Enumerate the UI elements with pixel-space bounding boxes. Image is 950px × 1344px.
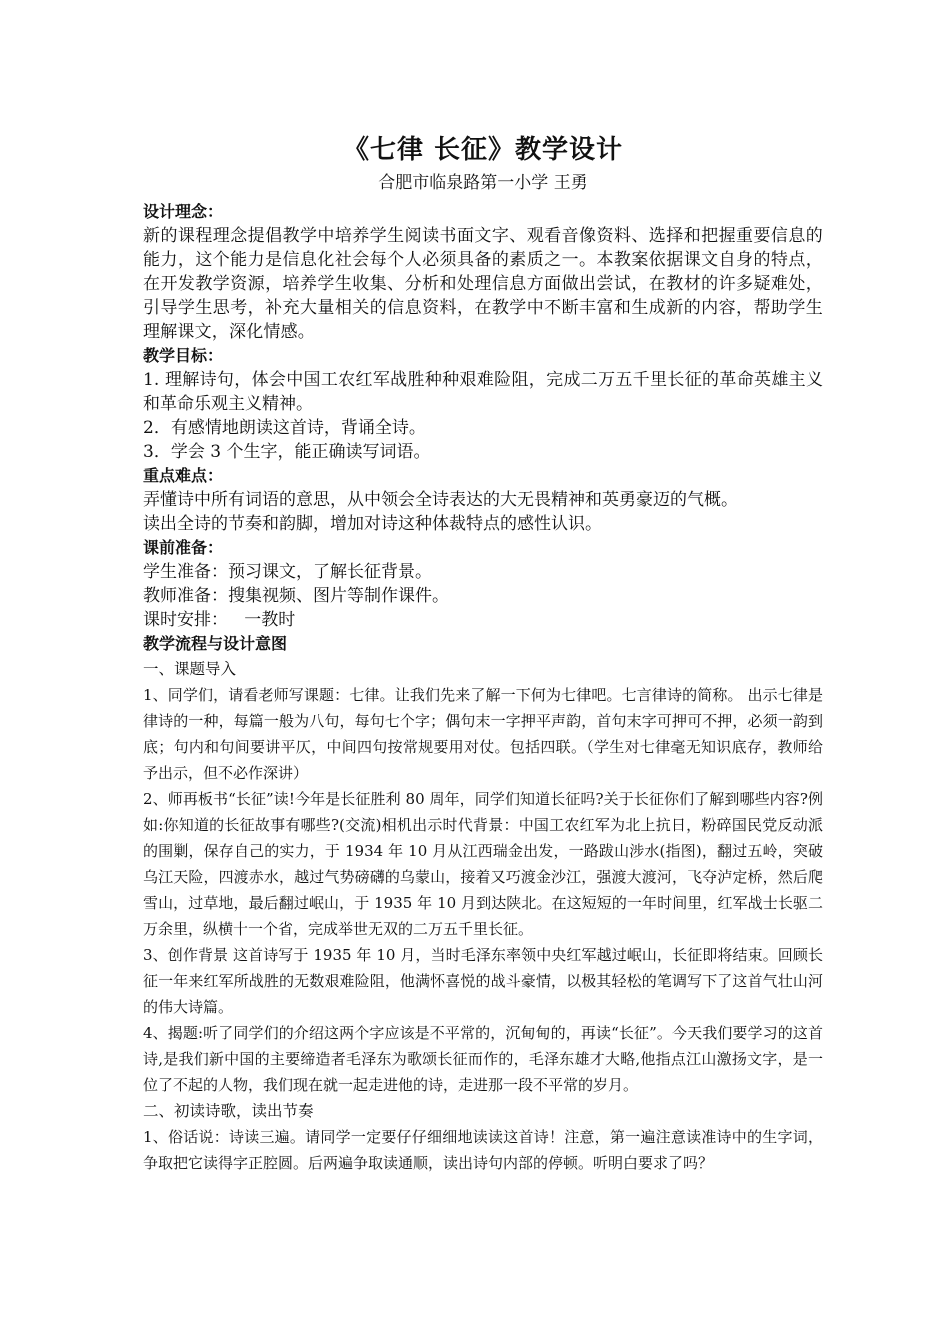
- section-paragraph: 1、同学们，请看老师写课题：七律。让我们先来了解一下何为七律吧。七言律诗的简称。 出示七律是律诗的一种，每篇一般为八句，每句七个字；偶句末一字押平声韵，首句末字可押可不押，必须一韵到底；句内和句间要讲平仄，中间四句按常规要用对仗。包括四联。（学生对七律毫无知识底存，教师给予出示，但不必作深讲）: [143, 686, 823, 782]
- goal-item: 1. 理解诗句，体会中国工农红军战胜种种艰难险阻，完成二万五千里长征的革命英雄主义和革命乐观主义精神。: [143, 370, 823, 414]
- document-title: 《七律 长征》教学设计: [342, 135, 624, 165]
- section-paragraph: 1、俗话说：诗读三遍。请同学一定要仔仔细细地读读这首诗！注意，第一遍注意读准诗中的生字词，争取把它读得字正腔圆。后两遍争取读通顺，读出诗句内部的停顿。听明白要求了吗？: [143, 1128, 823, 1172]
- author-line: 合肥市临泉路第一小学 王勇: [378, 173, 588, 193]
- document-page: [143, 130, 823, 1176]
- preparation-item: 教师准备：搜集视频、图片等制作课件。: [143, 586, 449, 606]
- concept-text: 新的课程理念提倡教学中培养学生阅读书面文字、观看音像资料、选择和把握重要信息的能力，这个能力是信息化社会每个人必须具备的素质之一。本教案依据课文自身的特点，在开发教学资源，培养学生收集、分析和处理信息方面做出尝试，在教材的许多疑难处，引导学生思考，补充大量相关的信息资料，在教学中不断丰富和生成新的内容，帮助学生理解课文，深化情感。: [143, 226, 823, 342]
- preparation-item: 课时安排： 一教时: [143, 610, 296, 630]
- section-title: 二、初读诗歌，读出节奏: [143, 1102, 314, 1120]
- goals-heading: 教学目标：: [143, 346, 224, 365]
- process-heading: 教学流程与设计意图: [143, 634, 288, 653]
- goal-item: 2．有感情地朗读这首诗，背诵全诗。: [143, 418, 426, 438]
- section-paragraph: 4、揭题:听了同学们的介绍这两个字应该是不平常的，沉甸甸的，再读“长征”。今天我们要学习的这首诗,是我们新中国的主要缔造者毛泽东为歌颂长征而作的，毛泽东雄才大略,他指点江山激扬文字，是一位了不起的人物，我们现在就一起走进他的诗，走进那一段不平常的岁月。: [143, 1024, 823, 1094]
- key-point-item: 读出全诗的节奏和韵脚，增加对诗这种体裁特点的感性认识。: [143, 514, 602, 534]
- key-points-heading: 重点难点：: [143, 466, 224, 485]
- key-point-item: 弄懂诗中所有词语的意思，从中领会全诗表达的大无畏精神和英勇豪迈的气概。: [143, 490, 738, 510]
- concept-heading: 设计理念：: [143, 202, 224, 221]
- section-title: 一、课题导入: [143, 660, 237, 678]
- preparation-item: 学生准备：预习课文，了解长征背景。: [143, 562, 432, 582]
- preparation-heading: 课前准备：: [143, 538, 224, 557]
- section-paragraph: 3、创作背景 这首诗写于 1935 年 10 月，当时毛泽东率领中央红军越过岷山，长征即将结束。回顾长征一年来红军所战胜的无数艰难险阻，他满怀喜悦的战斗豪情，以极其轻松的笔调写下了这首气壮山河的伟大诗篇。: [143, 946, 823, 1016]
- goal-item: 3．学会 3 个生字，能正确读写词语。: [143, 442, 431, 462]
- section-paragraph: 2、师再板书“长征”读!今年是长征胜利 80 周年，同学们知道长征吗?关于长征你们了解到哪些内容?例如:你知道的长征故事有哪些?(交流)相机出示时代背景：中国工农红军为北上抗日，粉碎国民党反动派的围剿，保存自己的实力，于 1934 年 10 月从江西瑞金出发，一路跋山涉水(指图)，翻过五岭，突破乌江天险，四渡赤水，越过气势磅礴的乌蒙山，接着又巧渡金沙江，强渡大渡河，飞夺泸定桥，然后爬雪山，过草地，最后翻过岷山，于 1935 年 10 月到达陕北。在这短短的一年时间里，红军战士长驱二万余里，纵横十一个省，完成举世无双的二万五千里长征。: [143, 790, 823, 938]
